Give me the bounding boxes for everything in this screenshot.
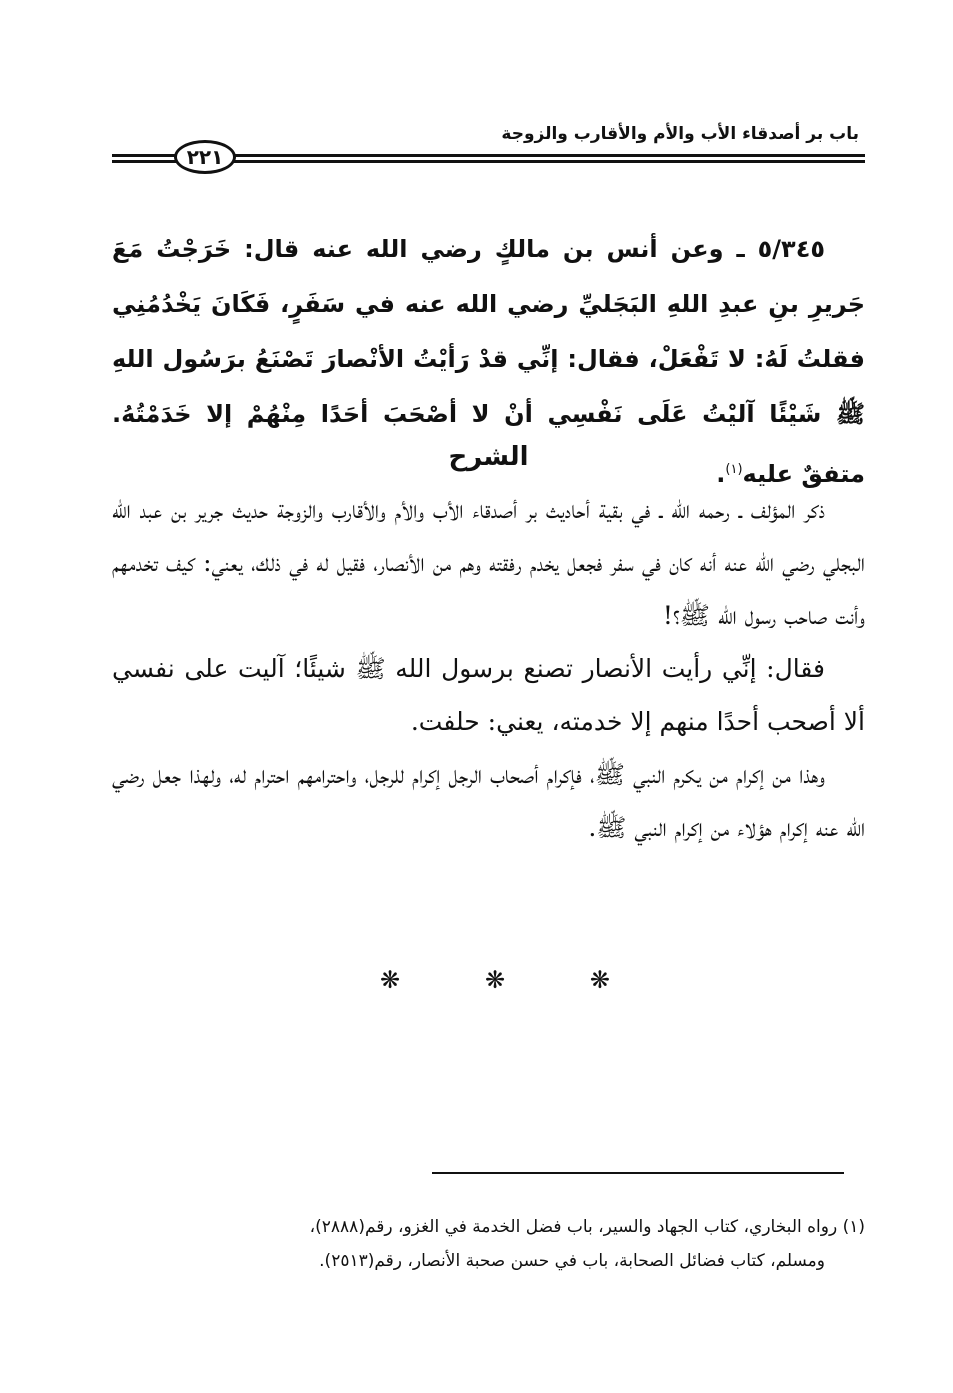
running-title: باب بر أصدقاء الأب والأم والأقارب والزوجة xyxy=(501,124,859,144)
section-heading: الشرح xyxy=(448,442,529,472)
hadith-body: ٥/٣٤٥ ـ وعن أنس بن مالكٍ رضي الله عنه قال: خَرَجْتُ مَعَ جَريرِ بنِ عبدِ اللهِ البَجَليِّ رضي الله عنه في سَفَرٍ، فَكَانَ يَخْدُمُنِي فقلتُ لَهُ: لا تَفْعَلْ، فقال: إنِّي قدْ رَأيْتُ الأنْصارَ تَصْنَعُ برَسُول اللهِ ﷺ شَيْئًا آليْتُ عَلَى نَفْسِي أنْ لا أصْحَبَ أحَدًا مِنْهُمْ إلا خَدَمْتُهُ. متفقٌ عليه xyxy=(112,235,865,488)
footnote-ref[interactable]: (١) xyxy=(725,462,743,477)
commentary xyxy=(112,483,865,854)
page-number: ٢٢١ xyxy=(174,140,236,174)
star-icon: ❋ xyxy=(484,966,506,994)
commentary-paragraph: وهذا من إكرام من يكرم النبي ﷺ، فإكرام أصحاب الرجل إكرام للرجل، واحترامهم احترام له، ولهذا جعل رضي الله عنه إكرام هؤلاء من إكرام النبي ﷺ. xyxy=(112,760,865,842)
commentary-paragraph: فقال: إنِّي رأيت الأنصار تصنع برسول الله ﷺ شيئًا؛ آليت على نفسي ألا أصحب أحدًا منهم إلا خدمته، يعني: حلفت. xyxy=(112,654,865,736)
star-icon: ❋ xyxy=(589,966,610,994)
footnotes xyxy=(112,1210,865,1278)
footnote-line: (١) رواه البخاري، كتاب الجهاد والسير، باب فضل الخدمة في الغزو، رقم(٢٨٨٨)، xyxy=(309,1217,865,1237)
star-icon: ❋ xyxy=(380,966,401,994)
section-separator xyxy=(380,965,610,995)
commentary-paragraph: ذكر المؤلف ـ رحمه الله ـ في بقية أحاديث بر أصدقاء الأب والأم والأقارب والزوجة حديث جرير بن عبد الله البجلي رضي الله عنه أنه كان في سفر فجعل يخدم رفقته وهم من الأنصار، فقيل له في ذلك، يعني: كيف تخدمهم وأنت صاحب رسول الله ﷺ؟! xyxy=(112,495,865,630)
footnote-divider xyxy=(432,1172,844,1174)
footnote-line: ومسلم، كتاب فضائل الصحابة، باب في حسن صحبة الأنصار، رقم(٢٥١٣). xyxy=(319,1251,825,1271)
hadith-end: . xyxy=(716,460,726,488)
